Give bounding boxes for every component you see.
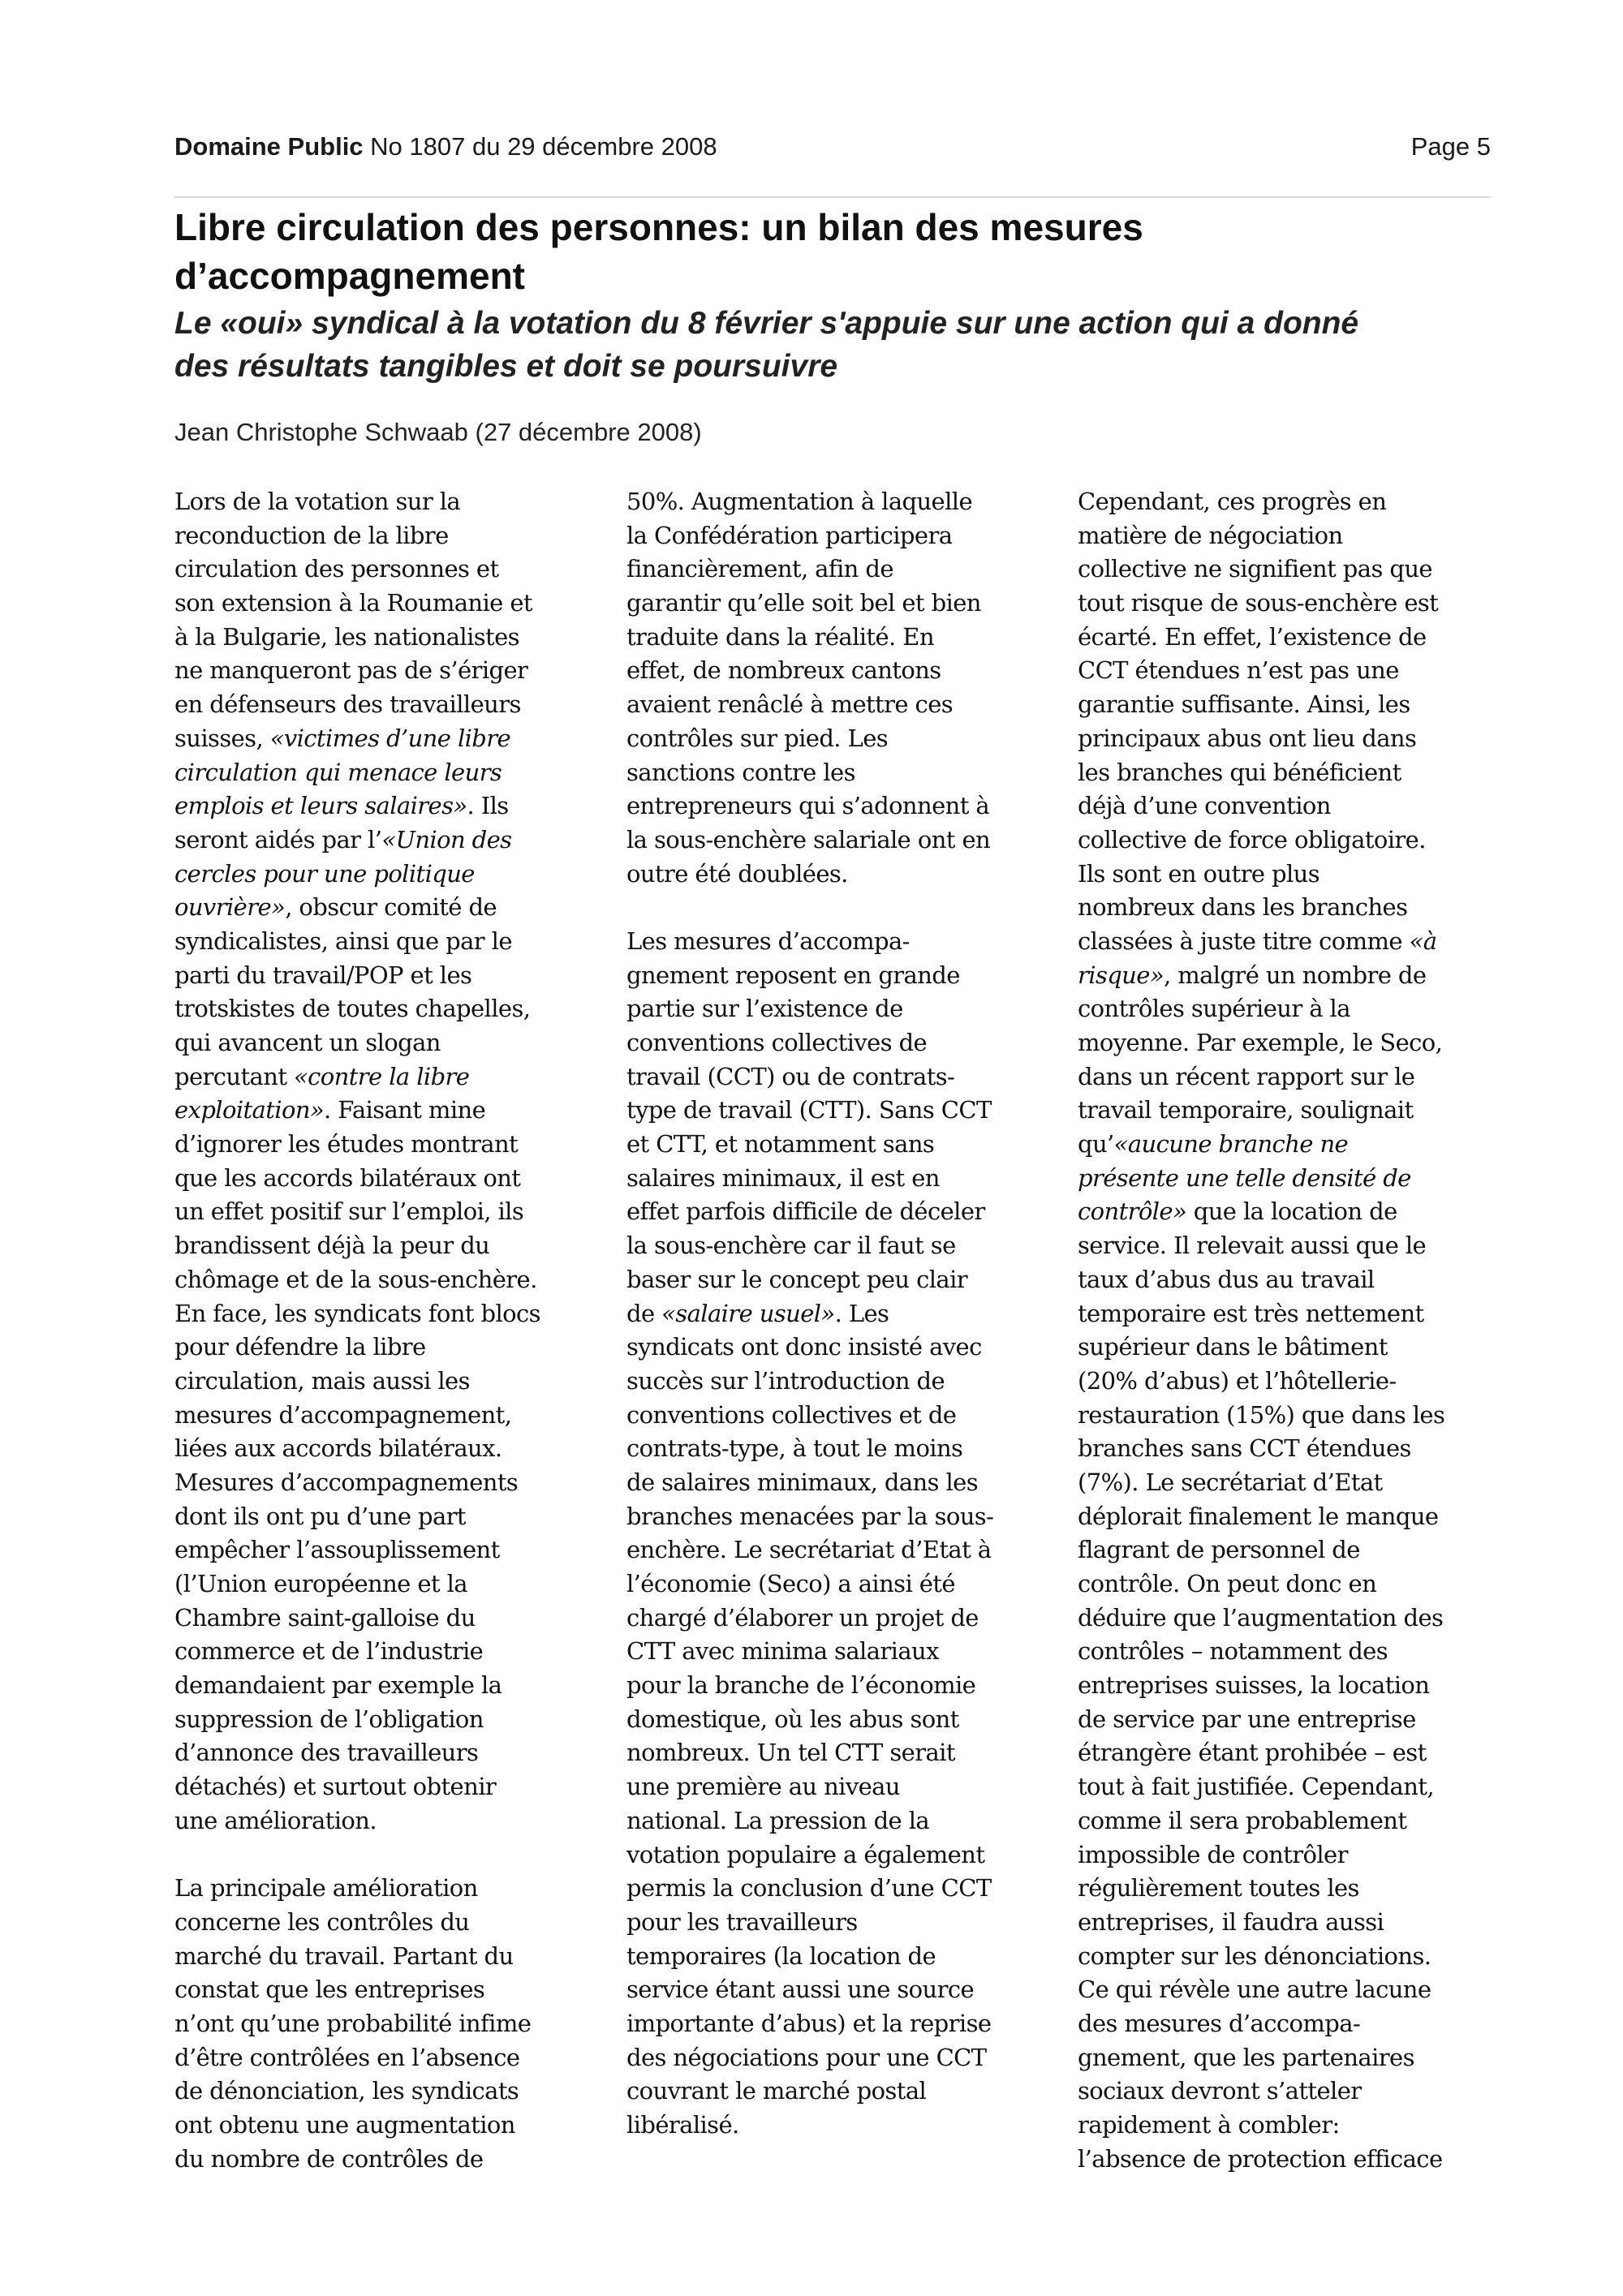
text-line: du nombre de contrôles de bbox=[174, 2144, 484, 2173]
text-line: nombreux. Un tel CTT serait bbox=[626, 1739, 955, 1767]
text-line: contrats-type, à tout le moins bbox=[626, 1434, 963, 1463]
text-line: demandaient par exemple la bbox=[174, 1671, 502, 1700]
text-line: nombreux dans les branches bbox=[1078, 893, 1408, 922]
quote-text: emplois et leurs salaires» bbox=[174, 792, 467, 820]
text-line: dont ils ont pu d’une part bbox=[174, 1502, 466, 1530]
text-line bbox=[1078, 1128, 1500, 1162]
text-line: concerne les contrôles du bbox=[174, 1907, 470, 1936]
text-line: de dénonciation, les syndicats bbox=[174, 2077, 519, 2105]
text-line bbox=[1078, 925, 1500, 959]
text-line: mesures d’accompagnement, bbox=[174, 1400, 512, 1429]
quote-text: «Union des bbox=[381, 825, 512, 853]
text-line: effet, de nombreux cantons bbox=[626, 656, 941, 685]
text-line: Cependant, ces progrès en bbox=[1078, 488, 1387, 515]
text-line: tout à fait justifiée. Cependant, bbox=[1078, 1773, 1434, 1801]
text-line: des négociations pour une CCT bbox=[626, 2043, 987, 2071]
text-run: percutant bbox=[174, 1062, 295, 1090]
text-line: service. Il relevait aussi que le bbox=[1078, 1232, 1427, 1260]
text-line: n’ont qu’une probabilité infime bbox=[174, 2009, 532, 2037]
text-line: circulation des personnes et bbox=[174, 555, 499, 583]
subtitle-line: Le «oui» syndical à la votation du 8 février s'appuie sur une action qui a donné bbox=[174, 306, 1359, 341]
text-line: gnement, que les partenaires bbox=[1078, 2043, 1414, 2071]
text-line: parti du travail/POP et les bbox=[174, 961, 472, 989]
text-line bbox=[174, 722, 596, 756]
header-issue bbox=[174, 132, 717, 161]
text-line: syndicalistes, ainsi que par le bbox=[174, 927, 512, 955]
paragraph-gap bbox=[626, 891, 1048, 925]
text-line: compter sur les dénonciations. bbox=[1078, 1941, 1431, 1970]
text-run: de bbox=[626, 1299, 662, 1327]
text-line: salaires minimaux, il est en bbox=[626, 1163, 940, 1192]
text-line: régulièrement toutes les bbox=[1078, 1874, 1359, 1903]
text-line: pour la branche de l’économie bbox=[626, 1671, 976, 1700]
text-line bbox=[174, 1060, 596, 1094]
text-line: contrôles – notamment des bbox=[1078, 1637, 1388, 1666]
text-line: Lors de la votation sur la bbox=[174, 488, 461, 515]
quote-text: risque» bbox=[1078, 961, 1164, 989]
text-line: sanctions contre les bbox=[626, 758, 855, 786]
text-run: , obscur comité de bbox=[285, 893, 497, 922]
text-line: matière de négociation bbox=[1078, 521, 1343, 549]
quote-text: «à bbox=[1409, 927, 1437, 955]
text-line: contrôles sur pied. Les bbox=[626, 724, 889, 752]
text-line: pour défendre la libre bbox=[174, 1333, 426, 1361]
text-line: (7%). Le secrétariat d’Etat bbox=[1078, 1468, 1383, 1496]
text-line: domestique, où les abus sont bbox=[626, 1705, 959, 1733]
text-run: qu’ bbox=[1078, 1130, 1114, 1159]
text-line: financièrement, afin de bbox=[626, 555, 893, 583]
text-line: marché du travail. Partant du bbox=[174, 1941, 514, 1970]
title-line: Libre circulation des personnes: un bilan des mesures bbox=[174, 206, 1143, 248]
text-line: d’annonce des travailleurs bbox=[174, 1739, 479, 1767]
text-run: , malgré un nombre de bbox=[1163, 961, 1427, 989]
paragraph-gap bbox=[174, 1838, 596, 1872]
text-line: une première au niveau bbox=[626, 1773, 900, 1801]
text-line: la sous-enchère car il faut se bbox=[626, 1232, 956, 1260]
text-line: entreprises, il faudra aussi bbox=[1078, 1907, 1384, 1936]
text-line: traduite dans la réalité. En bbox=[626, 622, 934, 651]
text-line: moyenne. Par exemple, le Seco, bbox=[1078, 1029, 1443, 1056]
text-line: comme il sera probablement bbox=[1078, 1806, 1407, 1834]
text-line: (20% d’abus) et l’hôtellerie- bbox=[1078, 1366, 1397, 1395]
text-line: que les accords bilatéraux ont bbox=[174, 1163, 521, 1192]
text-line: taux d’abus dus au travail bbox=[1078, 1265, 1375, 1293]
text-line: Ils sont en outre plus bbox=[1078, 859, 1320, 888]
text-line: en défenseurs des travailleurs bbox=[174, 690, 521, 719]
text-line: liées aux accords bilatéraux. bbox=[174, 1434, 502, 1463]
header-divider bbox=[174, 196, 1491, 198]
text-line: contrôles supérieur à la bbox=[1078, 995, 1350, 1023]
page-header bbox=[174, 132, 1491, 166]
text-line: à la Bulgarie, les nationalistes bbox=[174, 622, 519, 651]
quote-text: circulation qui menace leurs bbox=[174, 758, 502, 786]
text-line: l’économie (Seco) a ainsi été bbox=[626, 1570, 955, 1597]
text-line: effet parfois difficile de déceler bbox=[626, 1197, 985, 1226]
text-run: . Ils bbox=[467, 792, 509, 820]
text-line: et CTT, et notamment sans bbox=[626, 1130, 935, 1159]
text-line: conventions collectives et de bbox=[626, 1400, 957, 1429]
text-line: Chambre saint-galloise du bbox=[174, 1603, 476, 1632]
text-line: Les mesures d’accompa- bbox=[626, 927, 910, 955]
text-line: ont obtenu une augmentation bbox=[174, 2111, 515, 2139]
quote-text: «contre la libre bbox=[294, 1062, 470, 1090]
text-line: principaux abus ont lieu dans bbox=[1078, 724, 1417, 752]
text-line: CCT étendues n’est pas une bbox=[1078, 656, 1399, 685]
text-line: reconduction de la libre bbox=[174, 521, 449, 549]
quote-text: «salaire usuel» bbox=[661, 1299, 835, 1327]
article-byline: Jean Christophe Schwaab (27 décembre 2008) bbox=[174, 418, 702, 446]
text-line bbox=[626, 1297, 1048, 1331]
quote-text: contrôle» bbox=[1078, 1197, 1187, 1226]
text-line: rapidement à combler: bbox=[1078, 2111, 1340, 2139]
text-line: gnement reposent en grande bbox=[626, 961, 960, 989]
text-line: contrôle. On peut donc en bbox=[1078, 1570, 1377, 1597]
text-line: constat que les entreprises bbox=[174, 1976, 485, 2004]
text-line: de salaires minimaux, dans les bbox=[626, 1468, 979, 1496]
text-line: la Confédération participera bbox=[626, 521, 953, 549]
text-line: national. La pression de la bbox=[626, 1806, 930, 1834]
article-subtitle bbox=[174, 302, 1491, 388]
text-line: des mesures d’accompa- bbox=[1078, 2009, 1361, 2037]
text-line: outre été doublées. bbox=[626, 859, 848, 888]
text-line: chargé d’élaborer un projet de bbox=[626, 1603, 979, 1632]
text-line: votation populaire a également bbox=[626, 1840, 985, 1868]
text-run: suisses, bbox=[174, 724, 270, 752]
text-run: . Faisant mine bbox=[324, 1096, 486, 1124]
text-line: la sous-enchère salariale ont en bbox=[626, 825, 991, 853]
text-line: d’ignorer les études montrant bbox=[174, 1130, 519, 1159]
text-line: déjà d’une convention bbox=[1078, 792, 1331, 820]
text-line: trotskistes de toutes chapelles, bbox=[174, 995, 531, 1023]
quote-text: cercles pour une politique bbox=[174, 859, 475, 888]
text-line: importante d’abus) et la reprise bbox=[626, 2009, 992, 2037]
text-line: empêcher l’assouplissement bbox=[174, 1536, 500, 1564]
text-line: sociaux devront s’atteler bbox=[1078, 2077, 1362, 2105]
text-line bbox=[1078, 1195, 1500, 1229]
text-line: partie sur l’existence de bbox=[626, 995, 903, 1023]
text-line: écarté. En effet, l’existence de bbox=[1078, 622, 1427, 651]
text-line: collective ne signifient pas que bbox=[1078, 555, 1432, 583]
text-line: branches sans CCT étendues bbox=[1078, 1434, 1411, 1463]
publication-name: Domaine Public bbox=[174, 132, 364, 161]
text-line: détachés) et surtout obtenir bbox=[174, 1773, 497, 1801]
text-line: circulation, mais aussi les bbox=[174, 1366, 470, 1395]
text-line: baser sur le concept peu clair bbox=[626, 1265, 968, 1293]
text-column-3 bbox=[1078, 485, 1500, 2176]
quote-text: exploitation» bbox=[174, 1096, 325, 1124]
text-line: son extension à la Roumanie et bbox=[174, 589, 532, 617]
text-run: que la location de bbox=[1186, 1197, 1397, 1226]
text-line: commerce et de l’industrie bbox=[174, 1637, 484, 1666]
quote-text: présente une telle densité de bbox=[1078, 1163, 1411, 1192]
text-line: libéralisé. bbox=[626, 2111, 739, 2139]
text-line bbox=[1078, 959, 1500, 993]
text-line: étrangère étant prohibée – est bbox=[1078, 1739, 1427, 1767]
article-title bbox=[174, 203, 1491, 300]
text-line: (l’Union européenne et la bbox=[174, 1570, 467, 1597]
text-line: syndicats ont donc insisté avec bbox=[626, 1333, 982, 1361]
text-line: enchère. Le secrétariat d’Etat à bbox=[626, 1536, 992, 1564]
text-line: brandissent déjà la peur du bbox=[174, 1232, 490, 1260]
text-line bbox=[174, 1094, 596, 1128]
text-line: flagrant de personnel de bbox=[1078, 1536, 1360, 1564]
text-line: garantir qu’elle soit bel et bien bbox=[626, 589, 981, 617]
text-line: chômage et de la sous-enchère. bbox=[174, 1265, 537, 1293]
text-line: temporaire est très nettement bbox=[1078, 1299, 1424, 1327]
text-line: entrepreneurs qui s’adonnent à bbox=[626, 792, 990, 820]
text-line: 50%. Augmentation à laquelle bbox=[626, 488, 973, 515]
text-line: tout risque de sous-enchère est bbox=[1078, 589, 1439, 617]
text-column-2 bbox=[626, 485, 1048, 2143]
text-line: type de travail (CTT). Sans CCT bbox=[626, 1096, 992, 1124]
text-column-1 bbox=[174, 485, 596, 2176]
text-line: Ce qui révèle une autre lacune bbox=[1078, 1976, 1431, 2004]
text-line: couvrant le marché postal bbox=[626, 2077, 927, 2105]
text-line: pour les travailleurs bbox=[626, 1907, 858, 1936]
text-line: temporaires (la location de bbox=[626, 1941, 936, 1970]
text-line: Mesures d’accompagnements bbox=[174, 1468, 519, 1496]
quote-text: «victimes d’une libre bbox=[269, 724, 511, 752]
text-line: suppression de l’obligation bbox=[174, 1705, 484, 1733]
text-line: conventions collectives de bbox=[626, 1029, 928, 1056]
text-line: travail (CCT) ou de contrats- bbox=[626, 1062, 955, 1090]
title-line: d’accompagnement bbox=[174, 255, 525, 297]
text-line: déduire que l’augmentation des bbox=[1078, 1603, 1444, 1632]
text-line: CTT avec minima salariaux bbox=[626, 1637, 939, 1666]
text-line: les branches qui bénéficient bbox=[1078, 758, 1401, 786]
text-line: travail temporaire, soulignait bbox=[1078, 1096, 1414, 1124]
text-line: garantie suffisante. Ainsi, les bbox=[1078, 690, 1410, 719]
issue-info: No 1807 du 29 décembre 2008 bbox=[363, 132, 717, 161]
text-line: branches menacées par la sous- bbox=[626, 1502, 994, 1530]
text-line: collective de force obligatoire. bbox=[1078, 825, 1426, 853]
text-line: permis la conclusion d’une CCT bbox=[626, 1874, 992, 1903]
text-line bbox=[174, 891, 596, 925]
text-line: une amélioration. bbox=[174, 1806, 377, 1834]
text-run: classées à juste titre comme bbox=[1078, 927, 1410, 955]
text-line: restauration (15%) que dans les bbox=[1078, 1400, 1445, 1429]
text-line: succès sur l’introduction de bbox=[626, 1366, 945, 1395]
text-line: d’être contrôlées en l’absence bbox=[174, 2043, 520, 2071]
quote-text: «aucune branche ne bbox=[1113, 1130, 1349, 1159]
page-number: Page 5 bbox=[1410, 132, 1491, 161]
text-line bbox=[174, 789, 596, 823]
text-line: qui avancent un slogan bbox=[174, 1029, 441, 1056]
quote-text: ouvrière» bbox=[174, 893, 286, 922]
text-line: impossible de contrôler bbox=[1078, 1840, 1348, 1868]
text-line bbox=[174, 823, 596, 858]
text-line: La principale amélioration bbox=[174, 1874, 478, 1903]
text-line: l’absence de protection efficace bbox=[1078, 2144, 1443, 2173]
text-line: dans un récent rapport sur le bbox=[1078, 1062, 1415, 1090]
text-line: entreprises suisses, la location bbox=[1078, 1671, 1430, 1700]
text-line: avaient renâclé à mettre ces bbox=[626, 690, 954, 719]
text-line: un effet positif sur l’emploi, ils bbox=[174, 1197, 524, 1226]
text-line: déplorait finalement le manque bbox=[1078, 1502, 1439, 1530]
text-line: de service par une entreprise bbox=[1078, 1705, 1416, 1733]
text-line: supérieur dans le bâtiment bbox=[1078, 1333, 1388, 1361]
subtitle-line: des résultats tangibles et doit se poursuivre bbox=[174, 349, 838, 384]
text-run: . Les bbox=[834, 1299, 889, 1327]
text-line: En face, les syndicats font blocs bbox=[174, 1299, 540, 1327]
text-line: service étant aussi une source bbox=[626, 1976, 975, 2004]
text-run: seront aidés par l’ bbox=[174, 825, 382, 853]
text-line: ne manqueront pas de s’ériger bbox=[174, 656, 528, 685]
